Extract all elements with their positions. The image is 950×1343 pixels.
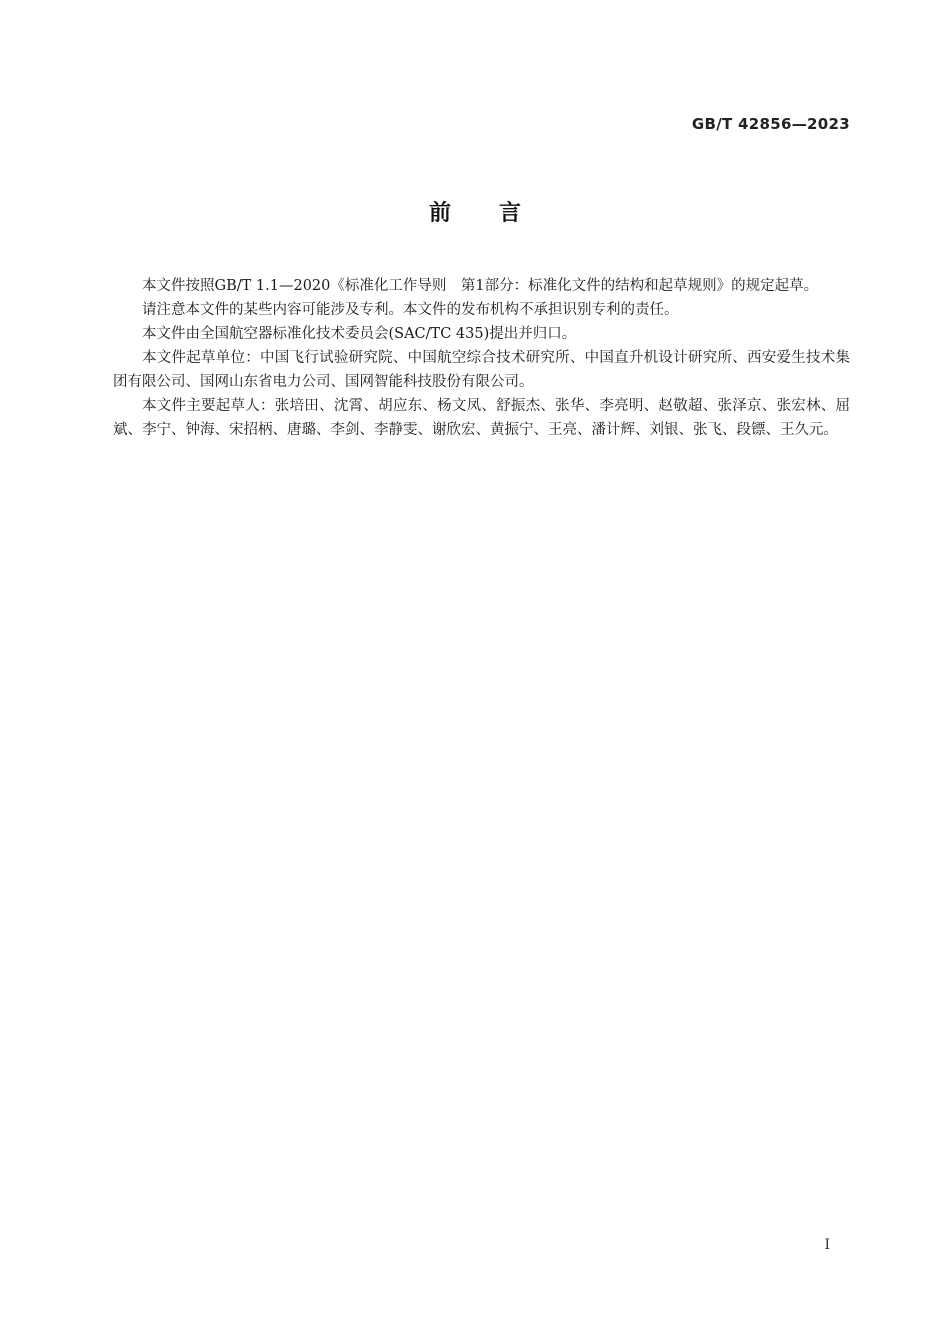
foreword-body [113, 274, 850, 442]
page-number: I [824, 1237, 830, 1253]
paragraph-drafters: 本文件主要起草人：张培田、沈霄、胡应东、杨文凤、舒振杰、张华、李亮明、赵敬超、张泽京、张宏林、屈斌、李宁、钟海、宋招柄、唐璐、李剑、李静雯、谢欣宏、黄振宁、王亮、潘计辉、刘银、张飞、段镖、王久元。 [113, 398, 850, 438]
page-title: 前言 [428, 201, 569, 226]
paragraph-drafting-units: 本文件起草单位：中国飞行试验研究院、中国航空综合技术研究所、中国直升机设计研究所、西安爱生技术集团有限公司、国网山东省电力公司、国网智能科技股份有限公司。 [113, 350, 850, 390]
paragraph-patent-notice: 请注意本文件的某些内容可能涉及专利。本文件的发布机构不承担识别专利的责任。 [142, 302, 679, 318]
standard-code: GB/T 42856—2023 [691, 115, 850, 133]
paragraph-drafting-rules: 本文件按照GB/T 1.1—2020《标准化工作导则 第1部分：标准化文件的结构和起草规则》的规定起草。 [142, 278, 819, 294]
paragraph-proposer: 本文件由全国航空器标准化技术委员会(SAC/TC 435)提出并归口。 [142, 326, 577, 342]
